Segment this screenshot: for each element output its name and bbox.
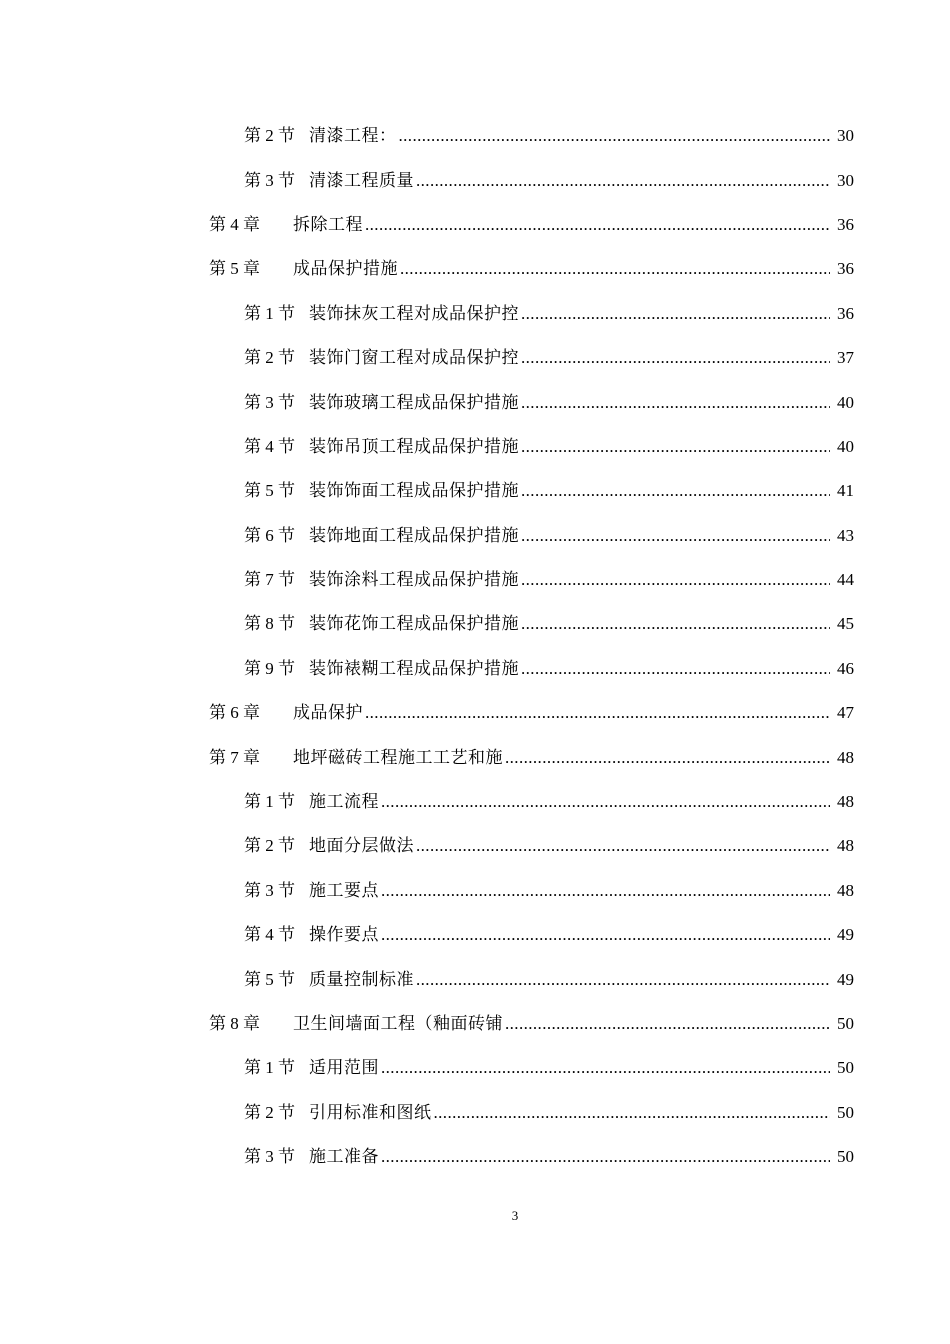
toc-entry-title: 地面分层做法	[309, 836, 414, 856]
toc-section-entry[interactable]	[0, 780, 950, 824]
toc-dot-leader	[365, 203, 830, 247]
toc-dot-leader	[505, 736, 830, 780]
toc-entry-number: 第 9 节	[244, 658, 295, 678]
toc-entry-page: 49	[837, 969, 854, 989]
toc-entry-page: 36	[837, 259, 854, 279]
toc-entry-page: 46	[837, 658, 854, 678]
toc-section-entry[interactable]	[0, 514, 950, 558]
toc-entry-number: 第 6 章	[209, 703, 260, 723]
toc-chapter-entry[interactable]	[0, 1002, 950, 1046]
toc-section-entry[interactable]	[0, 114, 950, 158]
toc-entry-page: 44	[837, 570, 854, 590]
toc-entry-number: 第 4 节	[244, 436, 295, 456]
toc-entry-title: 清漆工程质量	[309, 170, 414, 190]
toc-entry-title: 适用范围	[309, 1058, 379, 1078]
toc-entry-title: 装饰饰面工程成品保护措施	[309, 481, 519, 501]
toc-entry-page: 30	[837, 126, 854, 146]
toc-entry-number: 第 4 节	[244, 925, 295, 945]
toc-entry-title: 装饰门窗工程对成品保护控	[309, 348, 519, 368]
toc-section-entry[interactable]	[0, 1091, 950, 1135]
toc-entry-page: 45	[837, 614, 854, 634]
toc-section-entry[interactable]	[0, 380, 950, 424]
toc-dot-leader	[521, 469, 830, 513]
toc-entry-number: 第 8 章	[209, 1014, 260, 1033]
toc-dot-leader	[381, 869, 830, 913]
toc-entry-title: 施工要点	[309, 880, 379, 900]
toc-entry-title: 施工准备	[309, 1147, 379, 1167]
toc-entry-page: 50	[837, 1147, 854, 1167]
toc-dot-leader	[521, 602, 830, 646]
toc-section-entry[interactable]	[0, 913, 950, 957]
toc-chapter-entry[interactable]	[0, 247, 950, 291]
toc-dot-leader	[416, 958, 830, 1002]
toc-entry-number: 第 7 章	[209, 747, 260, 767]
toc-section-entry[interactable]	[0, 1135, 950, 1179]
toc-dot-leader	[521, 425, 830, 469]
toc-section-entry[interactable]	[0, 647, 950, 691]
toc-dot-leader	[400, 247, 830, 291]
toc-entry-number: 第 4 章	[209, 214, 260, 234]
toc-entry-title: 装饰吊顶工程成品保护措施	[309, 436, 519, 456]
toc-dot-leader	[505, 1002, 830, 1046]
toc-entry-number: 第 8 节	[244, 614, 295, 634]
toc-entry-page: 48	[837, 880, 854, 900]
toc-entry-page: 48	[837, 836, 854, 856]
toc-entry-number: 第 1 节	[244, 1058, 295, 1078]
toc-entry-number: 第 3 节	[244, 1147, 295, 1167]
toc-entry-page: 36	[837, 214, 854, 234]
toc-dot-leader	[416, 824, 830, 868]
toc-section-entry[interactable]	[0, 469, 950, 513]
toc-entry-title: 成品保护措施	[293, 259, 398, 279]
table-of-contents	[0, 114, 950, 1179]
toc-dot-leader	[434, 1091, 831, 1135]
toc-section-entry[interactable]	[0, 957, 950, 1001]
toc-entry-title: 成品保护	[293, 703, 363, 723]
toc-entry-number: 第 2 节	[244, 126, 295, 146]
toc-entry-number: 第 2 节	[244, 1102, 295, 1122]
toc-dot-leader	[399, 114, 831, 158]
toc-entry-title: 装饰抹灰工程对成品保护控	[309, 303, 519, 323]
toc-entry-number: 第 7 节	[244, 570, 295, 590]
toc-entry-number: 第 6 节	[244, 525, 295, 545]
toc-dot-leader	[521, 647, 830, 691]
toc-dot-leader	[521, 292, 830, 336]
toc-dot-leader	[381, 1135, 830, 1179]
toc-entry-title: 装饰玻璃工程成品保护措施	[309, 392, 519, 412]
toc-entry-page: 37	[837, 348, 854, 368]
toc-section-entry[interactable]	[0, 558, 950, 602]
toc-entry-page: 40	[837, 392, 854, 412]
toc-entry-title: 引用标准和图纸	[309, 1102, 432, 1122]
page-number: 3	[511, 1208, 519, 1223]
toc-dot-leader	[381, 913, 830, 957]
toc-entry-number: 第 5 章	[209, 259, 260, 279]
toc-section-entry[interactable]	[0, 602, 950, 646]
toc-entry-title: 装饰地面工程成品保护措施	[309, 525, 519, 545]
toc-chapter-entry[interactable]	[0, 203, 950, 247]
toc-entry-number: 第 5 节	[244, 481, 295, 501]
toc-section-entry[interactable]	[0, 336, 950, 380]
toc-entry-title: 施工流程	[309, 792, 379, 812]
toc-section-entry[interactable]	[0, 292, 950, 336]
toc-entry-number: 第 1 节	[244, 303, 295, 323]
toc-entry-page: 50	[837, 1014, 854, 1033]
toc-entry-page: 48	[837, 747, 854, 767]
toc-dot-leader	[365, 691, 830, 735]
toc-entry-page: 48	[837, 792, 854, 812]
toc-chapter-entry[interactable]	[0, 735, 950, 779]
toc-entry-title: 质量控制标准	[309, 969, 414, 989]
toc-dot-leader	[521, 514, 830, 558]
toc-entry-page: 47	[837, 703, 854, 723]
toc-entry-number: 第 3 节	[244, 880, 295, 900]
toc-entry-number: 第 3 节	[244, 170, 295, 190]
toc-entry-title: 拆除工程	[293, 214, 363, 234]
toc-dot-leader	[381, 1046, 830, 1090]
toc-entry-page: 50	[837, 1102, 854, 1122]
toc-dot-leader	[521, 558, 830, 602]
toc-dot-leader	[416, 159, 830, 203]
toc-dot-leader	[521, 336, 830, 380]
toc-entry-page: 36	[837, 303, 854, 323]
toc-entry-page: 41	[837, 481, 854, 501]
toc-entry-number: 第 2 节	[244, 836, 295, 856]
toc-entry-page: 50	[837, 1058, 854, 1078]
toc-section-entry[interactable]	[0, 824, 950, 868]
toc-entry-page: 43	[837, 525, 854, 545]
toc-entry-page: 49	[837, 925, 854, 945]
toc-entry-page: 30	[837, 170, 854, 190]
toc-dot-leader	[381, 780, 830, 824]
toc-entry-number: 第 2 节	[244, 348, 295, 368]
toc-entry-number: 第 3 节	[244, 392, 295, 412]
toc-entry-title: 清漆工程：	[309, 126, 397, 146]
toc-entry-number: 第 1 节	[244, 792, 295, 812]
toc-section-entry[interactable]	[0, 1046, 950, 1090]
toc-entry-title: 操作要点	[309, 925, 379, 945]
toc-entry-number: 第 5 节	[244, 969, 295, 989]
toc-entry-title: 装饰花饰工程成品保护措施	[309, 614, 519, 634]
toc-section-entry[interactable]	[0, 869, 950, 913]
toc-entry-title: 装饰涂料工程成品保护措施	[309, 570, 519, 590]
toc-section-entry[interactable]	[0, 425, 950, 469]
toc-chapter-entry[interactable]	[0, 691, 950, 735]
toc-entry-title: 地坪磁砖工程施工工艺和施	[293, 747, 503, 767]
toc-section-entry[interactable]	[0, 158, 950, 202]
toc-entry-title: 装饰裱糊工程成品保护措施	[309, 658, 519, 678]
toc-dot-leader	[521, 381, 830, 425]
toc-entry-title: 卫生间墙面工程（釉面砖铺	[293, 1014, 503, 1033]
toc-entry-page: 40	[837, 436, 854, 456]
